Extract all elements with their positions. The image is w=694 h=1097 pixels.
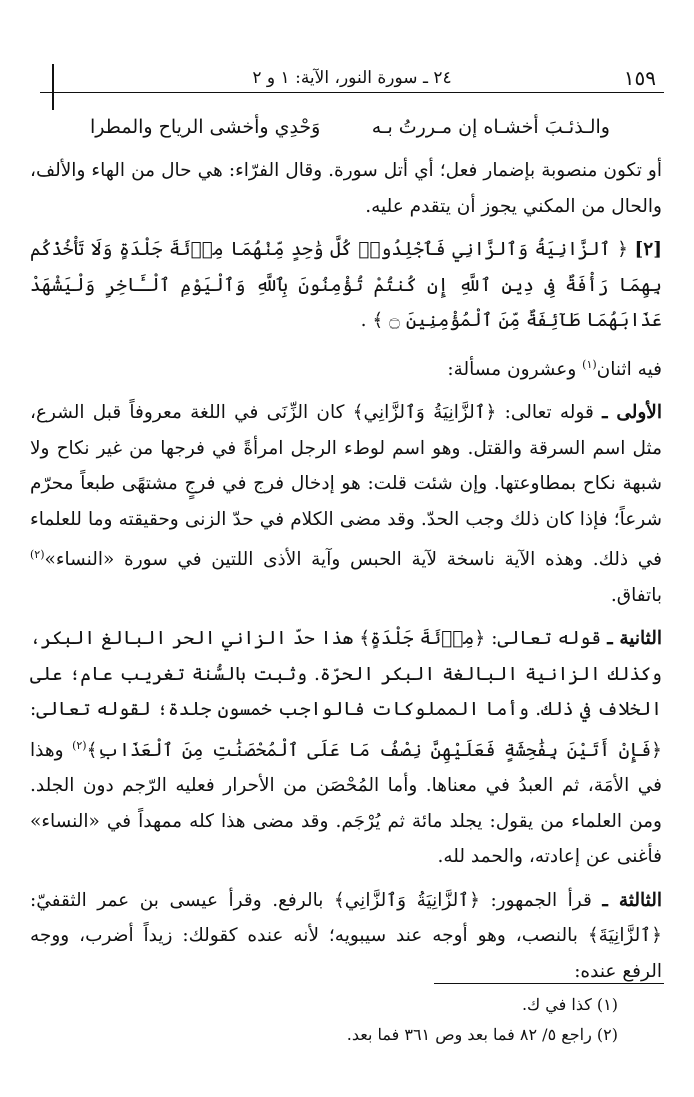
issue-3-lead: الثالثة ـ <box>602 889 662 911</box>
footnote-mark-1: (١) <box>582 357 597 371</box>
issue-3-text: قرأ الجمهور: ﴿ٱلزَّانِيَةُ وَٱلزَّانِي﴾ بالرفع. وقرأ عيسى بن عمر الثقفيّ: ﴿ٱلزَّانِيَةَ﴾ بالنصب، وهو أوجه عند سيبويه؛ لأنه عنده كقولك: زيداً أضرب، ووجه الرفع عنده: <box>30 889 662 982</box>
issue-2-lead: الثانية ـ <box>607 628 662 650</box>
footnotes <box>30 990 650 1050</box>
issue-1-lead: الأولى ـ <box>602 402 662 424</box>
intro-paragraph: أو تكون منصوبة بإضمار فعل؛ أي أتل سورة. وقال الفرّاء: هي حال من الهاء والألف، والحال من المكني يجوز أن يتقدم عليه. <box>30 160 662 217</box>
footnote-2: (٢) راجع ٥/ ٨٢ فما بعد وص ٣٦١ فما بعد. <box>346 1025 618 1044</box>
footnote-1: (١) كذا في ك. <box>521 995 618 1014</box>
issues-rest: وعشرون مسألة: <box>447 358 583 380</box>
issue-3-paragraph <box>30 883 662 990</box>
ayah-number: [٢] <box>634 239 662 260</box>
verse-hemistich-1: والـذئـبَ أخشـاه إن مـررتُ بـه <box>371 116 610 138</box>
issues-count: فيه اثنان <box>596 358 662 380</box>
issue-2-paragraph <box>30 621 662 875</box>
issue-1-paragraph <box>30 395 662 613</box>
running-header <box>40 64 664 93</box>
poetry-verse <box>90 116 610 138</box>
verse-hemistich-2: وَحْدِي وأخشى الرياح والمطرا <box>90 116 321 138</box>
footnote-mark-2b: (٢) <box>72 738 87 752</box>
footnote-separator <box>434 983 664 984</box>
footnote-mark-2: (٢) <box>30 548 45 562</box>
ayah-paragraph <box>30 232 662 339</box>
header-rule <box>52 64 54 110</box>
running-title: ٢٤ ـ سورة النور، الآية: ١ و ٢ <box>252 68 452 88</box>
issue-1-end: باتفاق. <box>610 584 662 606</box>
issue-1-text: قوله تعالى: ﴿ٱلزَّانِيَةُ وَٱلزَّانِي﴾ كان الزِّنَى في اللغة معروفاً قبل الشرع، مثل اسم السرقة والقتل. وهو اسم لوطء الرجل امرأةً في فرجها من غير نكاح ولا شبهة نكاح بمطاوعتها. وإن شئت قلت: هو إدخال فرج في فرجٍ مشتهًى طبعاً محرّم شرعاً؛ فإذا كان ذلك وجب الحدّ. وقد مضى الكلام في حدّ الزنى وحقيقته وما للعلماء في ذلك. وهذه الآية ناسخة لآية الحبس وآية الأذى اللتين في سورة «النساء» <box>30 402 662 571</box>
issue-2-end: وهذا في الأمَة، ثم العبدُ في معناها. وأما المُحْصَن من الأحرار فعليه الرّجم دون الجلد. ومن العلماء من يقول: يجلد مائة ثم يُرْجَم. وقد مضى هذا كله ممهداً في «النساء» فأغنى عن إعادته، والحمد لله. <box>30 739 662 868</box>
issue-2-text: قوله تعالى: ﴿مِا۟ئَةَ جَلْدَةٍ﴾ هذا حدّ الزاني الحر البالغ البكر، وكذلك الزانية البالغة البكر الحرّة. وثبت بالسُّنة تغريب عام؛ على الخلاف في ذلك. وأما المملوكات فالواجب خمسون جلدة؛ لقوله تعالى: ﴿فَإِنْ أَتَيْنَ بِفَٰحِشَةٍ فَعَلَيْهِنَّ نِصْفُ مَا عَلَى ٱلْمُحْصَنَٰتِ مِنَ ٱلْعَذَابِ﴾ <box>30 628 663 761</box>
main-text <box>30 153 662 989</box>
ayah-text: ﴿ ٱلزَّانِيَةُ وَٱلزَّانِي فَٱجْلِدُوا۟ كُلَّ وَٰحِدٍ مِّنْهُمَا مِا۟ئَةَ جَلْدَةٍ وَلَا تَأْخُذْكُم بِهِمَا رَأْفَةٌ فِى دِينِ ٱللَّهِ إِن كُنتُمْ تُؤْمِنُونَ بِٱللَّهِ وَٱلْيَوْمِ ٱلْـَٔاخِرِ وَلْيَشْهَدْ عَذَابَهُمَا طَآئِفَةٌ مِّنَ ٱلْمُؤْمِنِينَ ۝ ﴾ . <box>30 239 662 331</box>
page-number: ١٥٩ <box>623 66 656 90</box>
issues-line <box>30 347 662 388</box>
